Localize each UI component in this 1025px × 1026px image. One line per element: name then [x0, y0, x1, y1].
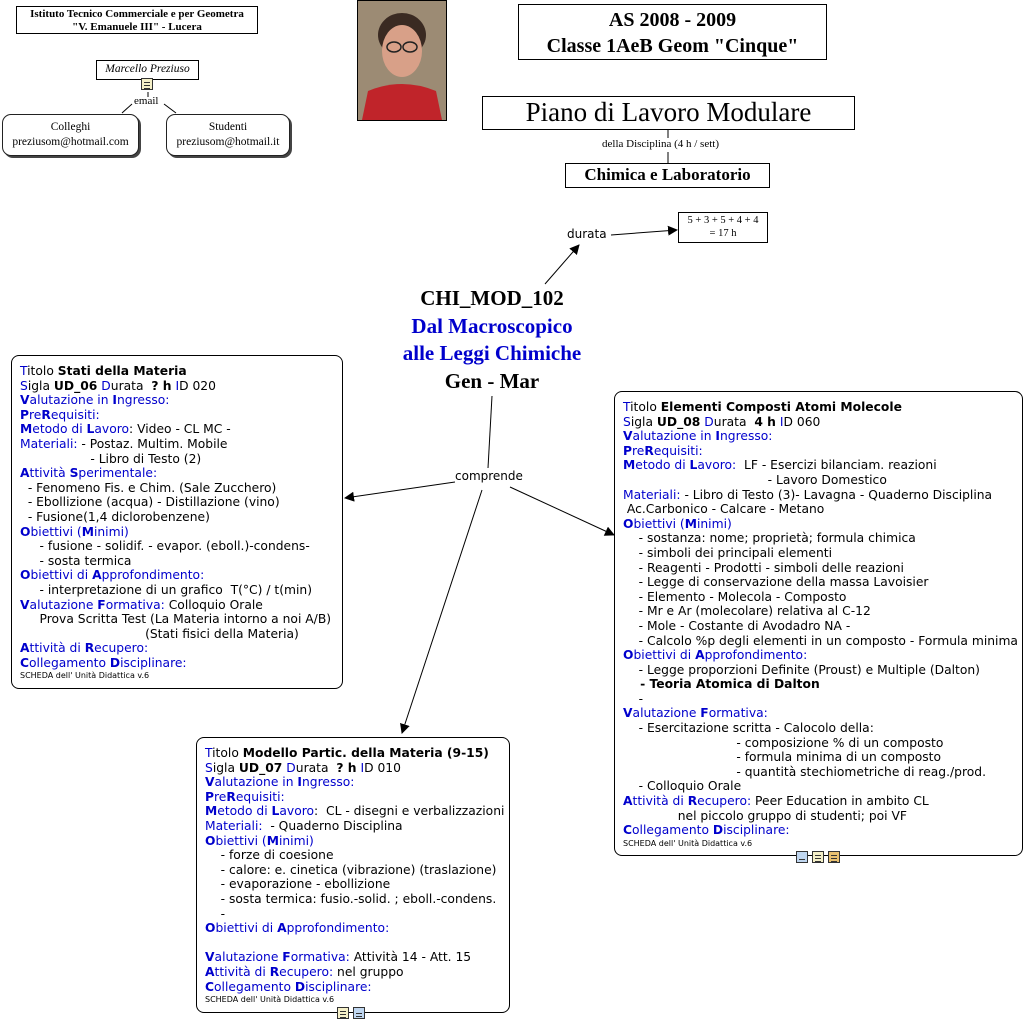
note-icon[interactable]	[141, 78, 153, 90]
plan-subtitle: della Disciplina (4 h / sett)	[602, 138, 719, 150]
note-icon[interactable]	[812, 851, 824, 863]
ud07-ob-5: -	[205, 906, 226, 921]
arrow-to-ud08	[510, 487, 614, 535]
ud06-note: SCHEDA dell' Unità Didattica v.6	[20, 671, 150, 681]
ud06-appr-1: - interpretazione di un grafico T(°C) / t(min)	[20, 582, 312, 597]
module-title1: Dal Macroscopico	[411, 313, 573, 338]
year-line2: Classe 1AeB Geom "Cinque"	[546, 35, 799, 57]
email-line-right	[164, 104, 176, 113]
image-icon[interactable]	[796, 851, 808, 863]
ud08-form-2: - composizione % di un composto	[623, 735, 944, 750]
ud07-materiali: - Quaderno Disciplina	[262, 818, 403, 833]
ud07-sigla: UD_07	[238, 760, 283, 775]
ud06-form-2: (Stati fisici della Materia)	[20, 626, 299, 641]
ud08-ob-1: - sostanza: nome; proprietà; formula chimica	[623, 531, 916, 546]
author-name: Marcello Preziuso	[105, 63, 190, 75]
ud08-ob-5: - Elemento - Molecola - Composto	[623, 589, 847, 604]
ud08-ob-6: - Mr e Ar (molecolare) relativa al C-12	[623, 604, 871, 619]
ud06-ob-1: - fusione - solidif. - evapor. (eboll.)-condens-	[20, 539, 310, 554]
plan-title: Piano di Lavoro Modulare	[525, 97, 812, 127]
arrow-to-duration-box	[611, 230, 677, 235]
author-photo	[357, 0, 447, 121]
ud08-materiali-1: - Libro di Testo (3)- Lavagna - Quaderno Disciplina	[684, 487, 993, 502]
ud08-metodo-1: LF - Esercizi bilanciam. reazioni	[736, 458, 937, 473]
ud08-ob-4: - Legge di conservazione della massa Lavoisier	[623, 575, 929, 590]
studenti-email: preziusom@hotmail.it	[176, 136, 280, 148]
ud07-metodo: : CL - disegni e verbalizzazioni	[314, 804, 505, 819]
module-period: Gen - Mar	[444, 368, 540, 393]
ud08-id: 060	[796, 414, 821, 429]
author-name-box	[96, 60, 199, 80]
ud06-formativa: Colloquio Orale	[168, 597, 263, 612]
ud07-recupero: nel gruppo	[337, 964, 404, 979]
ud08-card[interactable]: Titolo Elementi Composti Atomi Molecole Sigla UD_08 Durata 4 h ID 060 Valutazione in Ingresso: PreRequisiti: Metodo di Lavoro: LF - Esercizi bilanciam. reazioni - Lavoro Domestico Materiali: - Libro di Testo (3)- Lavagna - Quaderno Disciplina Ac.Carbonico - Calcare - Metano Obiettivi (Minimi) - sostanza: nome; proprietà; formula chimica - simboli dei principali elementi - Reagenti - Prodotti - simboli delle reazioni - Legge di conservazione della massa Lavoisier - Elemento - Molecola - Composto - Mr e Ar (molecolare) relativa al C-12 - Mole - Costante di Avodadro NA - - Calcolo %p degli elementi in un composto - Formula minima Obiettivi di Approfondimento: - Legge proporzioni Definite (Proust) e Multiple (Dalton) - Teoria Atomica di Dalton - Valutazione Formativa: - Esercitazione scritta - Calocolo della: - composizione % di un composto - formula minima di un composto - quantità stechiometriche di reag./prod. - Colloquio Orale Attività di Recupero: Peer Education in ambito CL nel piccolo gruppo di studenti; poi VF Collegamento Disciplinare: SCHEDA dell' Unità Didattica v.6	[614, 391, 1023, 856]
ud06-title: Stati della Materia	[57, 364, 187, 378]
arrow-to-ud07	[402, 490, 482, 733]
module-node[interactable]	[372, 285, 612, 395]
ud07-note: SCHEDA dell' Unità Didattica v.6	[205, 995, 335, 1005]
ud08-metodo-2: - Lavoro Domestico	[623, 472, 887, 487]
ud08-form-4: - quantità stechiometriche di reag./prod.	[623, 764, 986, 779]
durata-label: durata	[567, 227, 607, 241]
plan-title-box	[482, 96, 855, 130]
subject-box	[565, 163, 770, 188]
ud06-form-1: Prova Scritta Test (La Materia intorno a noi A/B)	[20, 612, 332, 627]
arrow-to-durata	[545, 245, 579, 284]
ud07-ob-3: - evaporazione - ebollizione	[205, 877, 391, 892]
ud08-ob-3: - Reagenti - Prodotti - simboli delle reazioni	[623, 560, 904, 575]
ud08-title: Elementi Composti Atomi Molecole	[660, 400, 902, 414]
ud08-sigla: UD_08	[656, 414, 701, 429]
year-line1: AS 2008 - 2009	[608, 9, 737, 31]
colleghi-label: Colleghi	[50, 121, 91, 133]
ud08-materiali-2: Ac.Carbonico - Calcare - Metano	[623, 502, 825, 517]
email-label: email	[134, 95, 159, 107]
ud08-ob-8: - Calcolo %p degli elementi in un composto - Formula minima	[623, 633, 1018, 648]
ud06-sper-3: - Fusione(1,4 diclorobenzene)	[20, 509, 210, 524]
studenti-label: Studenti	[208, 121, 248, 133]
ud08-rec-2: nel piccolo gruppo di studenti; poi VF	[623, 808, 907, 823]
ud06-sper-2: - Ebollizione (acqua) - Distillazione (vino)	[20, 495, 280, 510]
ud06-materiali-1: - Postaz. Multim. Mobile	[77, 436, 228, 451]
ud06-ob-2: - sosta termica	[20, 553, 132, 568]
note-icon[interactable]	[337, 1007, 349, 1019]
module-code: CHI_MOD_102	[420, 286, 564, 310]
ud06-materiali-2: - Libro di Testo (2)	[20, 451, 202, 466]
concept-map-icon[interactable]	[353, 1007, 365, 1019]
duration-box	[678, 212, 768, 243]
ud07-ob-1: - forze di coesione	[205, 848, 334, 863]
year-box	[518, 4, 827, 60]
ud07-card[interactable]: Titolo Modello Partic. della Materia (9-15) Sigla UD_07 Durata ? h ID 010 Valutazione in Ingresso: PreRequisiti: Metodo di Lavoro: CL - disegni e verbalizzazioni Materiali: - Quaderno Disciplina Obiettivi (Minimi) - forze di coesione - calore: e. cinetica (vibrazione) (traslazione) - evaporazione - ebollizione - sosta termica: fusio.-solid. ; eboll.-condens. - Obiettivi di Approfondimento: Valutazione Formativa: Attività 14 - Att. 15 Attività di Recupero: nel gruppo Collegamento Disciplinare: SCHEDA dell' Unità Didattica v.6	[196, 737, 510, 1013]
arrow-to-ud06	[345, 482, 455, 498]
ud06-card[interactable]: Titolo Stati della Materia Sigla UD_06 Durata ? h ID 020 Valutazione in Ingresso: PreRequisiti: Metodo di Lavoro: Video - CL MC - Materiali: - Postaz. Multim. Mobile - Libro di Testo (2) Attività Sperimentale: - Fenomeno Fis. e Chim. (Sale Zucchero) - Ebollizione (acqua) - Distillazione (vino) - Fusione(1,4 diclorobenzene) Obiettivi (Minimi) - fusione - solidif. - evapor. (eboll.)-condens- - sosta termica Obiettivi di Approfondimento: - interpretazione di un grafico T(°C) / t(min) Valutazione Formativa: Colloquio Orale Prova Scritta Test (La Materia intorno a noi A/B) (Stati fisici della Materia) Attività di Recupero: Collegamento Disciplinare: SCHEDA dell' Unità Didattica v.6	[11, 355, 343, 689]
ud08-appr-2: - Teoria Atomica di Dalton	[623, 677, 820, 692]
ud06-sigla: UD_06	[53, 378, 98, 393]
school-line1: Istituto Tecnico Commerciale e per Geometra	[30, 8, 244, 20]
ud08-ob-2: - simboli dei principali elementi	[623, 545, 833, 560]
ud07-durata: ? h	[336, 760, 357, 775]
ud06-id: 020	[192, 378, 216, 393]
document-icon[interactable]	[828, 851, 840, 863]
ud07-title: Modello Partic. della Materia (9-15)	[242, 746, 489, 760]
ud08-ob-7: - Mole - Costante di Avodadro NA -	[623, 618, 851, 633]
school-line2: "V. Emanuele III" - Lucera	[72, 21, 202, 33]
ud08-appr-3: -	[623, 691, 644, 706]
ud08-form-1: - Esercitazione scritta - Calocolo della:	[623, 721, 874, 736]
ud06-durata: ? h	[151, 378, 172, 393]
ud08-rec-1: Peer Education in ambito CL	[751, 794, 929, 809]
comprende-label: comprende	[455, 469, 523, 483]
ud08-note: SCHEDA dell' Unità Didattica v.6	[623, 838, 753, 848]
ud08-appr-1: - Legge proporzioni Definite (Proust) e Multiple (Dalton)	[623, 662, 980, 677]
ud07-ob-2: - calore: e. cinetica (vibrazione) (traslazione)	[205, 862, 497, 877]
ud07-ob-4: - sosta termica: fusio.-solid. ; eboll.-condens.	[205, 891, 497, 906]
ud08-form-3: - formula minima di un composto	[623, 750, 942, 765]
colleghi-email: preziusom@hotmail.com	[12, 136, 129, 148]
duration-line2: = 17 h	[709, 228, 737, 239]
subject: Chimica e Laboratorio	[584, 165, 751, 184]
ud08-form-5: - Colloquio Orale	[623, 779, 742, 794]
module-to-comprende	[488, 396, 492, 468]
ud08-durata: 4 h	[754, 414, 776, 429]
email-line-left	[122, 104, 132, 113]
studenti-node[interactable]	[166, 114, 290, 156]
ud07-formativa: Attività 14 - Att. 15	[353, 950, 472, 965]
ud06-sper-1: - Fenomeno Fis. e Chim. (Sale Zucchero)	[20, 480, 277, 495]
ud06-metodo: : Video - CL MC -	[129, 422, 231, 437]
duration-line1: 5 + 3 + 5 + 4 + 4	[687, 215, 759, 226]
colleghi-node[interactable]	[2, 114, 139, 156]
school-box	[16, 6, 258, 34]
ud07-id: 010	[377, 760, 401, 775]
module-title2: alle Leggi Chimiche	[402, 341, 582, 365]
